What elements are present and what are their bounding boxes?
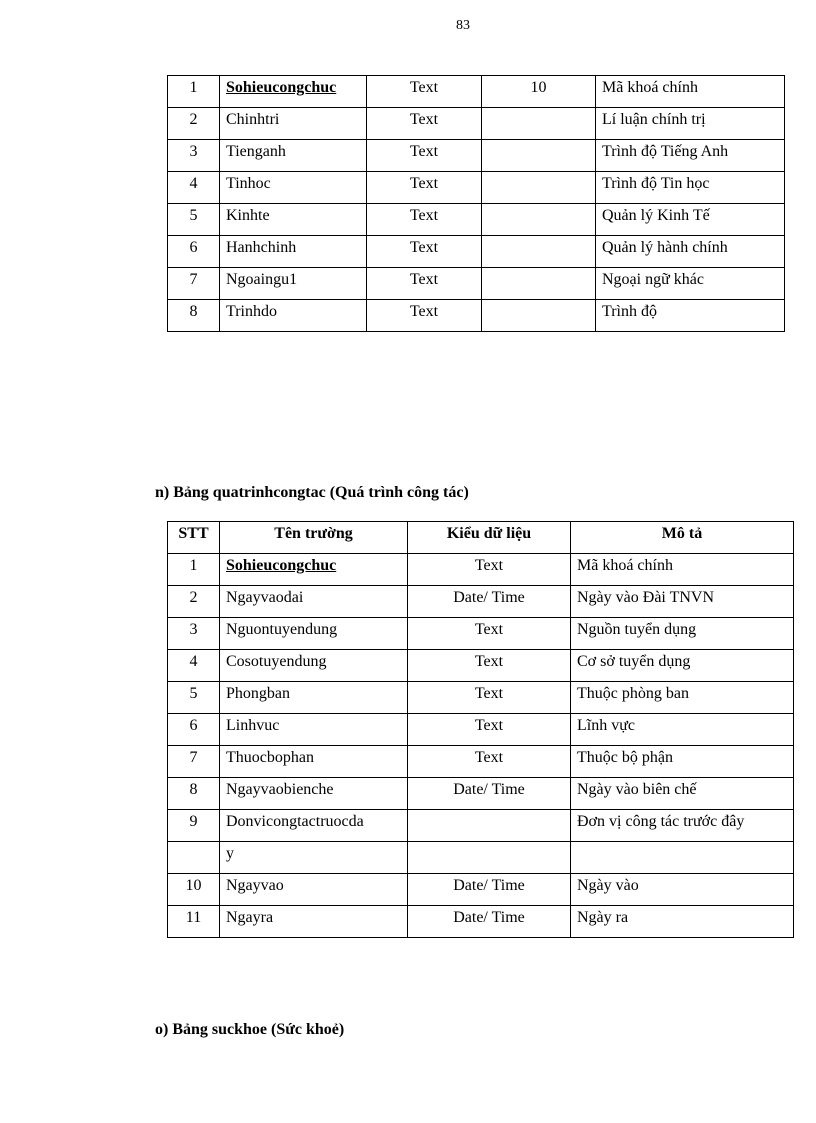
cell-field-name: Tienganh bbox=[220, 140, 367, 172]
cell-size bbox=[482, 108, 596, 140]
table-row bbox=[168, 268, 785, 300]
cell-index: 5 bbox=[168, 682, 220, 714]
cell-index: 5 bbox=[168, 204, 220, 236]
cell-field-name: Phongban bbox=[220, 682, 408, 714]
cell-index: 4 bbox=[168, 650, 220, 682]
table-row bbox=[168, 76, 785, 108]
header-field-name: Tên trường bbox=[220, 522, 408, 554]
section-o-heading: o) Bảng suckhoe (Sức khoẻ) bbox=[155, 1021, 345, 1038]
cell-description: Nguồn tuyển dụng bbox=[571, 618, 794, 650]
cell-index: 8 bbox=[168, 300, 220, 332]
cell-field-name: Hanhchinh bbox=[220, 236, 367, 268]
cell-data-type: Text bbox=[367, 268, 482, 300]
cell-index: 2 bbox=[168, 108, 220, 140]
cell-data-type: Text bbox=[367, 204, 482, 236]
cell-size bbox=[482, 204, 596, 236]
cell-field-name: Sohieucongchuc bbox=[220, 76, 367, 108]
table-row bbox=[168, 140, 785, 172]
cell-data-type bbox=[408, 810, 571, 842]
cell-index: 7 bbox=[168, 268, 220, 300]
table-header-row bbox=[168, 522, 794, 554]
cell-data-type bbox=[408, 842, 571, 874]
cell-index: 7 bbox=[168, 746, 220, 778]
cell-description bbox=[571, 842, 794, 874]
cell-data-type: Date/ Time bbox=[408, 906, 571, 938]
cell-size bbox=[482, 236, 596, 268]
table-row bbox=[168, 586, 794, 618]
cell-field-name: Kinhte bbox=[220, 204, 367, 236]
cell-data-type: Text bbox=[408, 682, 571, 714]
cell-size bbox=[482, 268, 596, 300]
table-row bbox=[168, 778, 794, 810]
cell-data-type: Text bbox=[408, 618, 571, 650]
cell-field-name: Ngayvaodai bbox=[220, 586, 408, 618]
cell-description: Thuộc bộ phận bbox=[571, 746, 794, 778]
table-row bbox=[168, 746, 794, 778]
table-row bbox=[168, 108, 785, 140]
cell-data-type: Text bbox=[408, 746, 571, 778]
table-row bbox=[168, 810, 794, 842]
cell-index: 6 bbox=[168, 236, 220, 268]
header-data-type: Kiểu dữ liệu bbox=[408, 522, 571, 554]
cell-index: 3 bbox=[168, 618, 220, 650]
cell-data-type: Date/ Time bbox=[408, 586, 571, 618]
cell-field-name: Tinhoc bbox=[220, 172, 367, 204]
cell-data-type: Text bbox=[367, 140, 482, 172]
cell-description: Ngoại ngữ khác bbox=[596, 268, 785, 300]
cell-data-type: Text bbox=[367, 236, 482, 268]
cell-index: 3 bbox=[168, 140, 220, 172]
cell-description: Ngày vào bbox=[571, 874, 794, 906]
table-row bbox=[168, 300, 785, 332]
cell-index: 4 bbox=[168, 172, 220, 204]
table-row bbox=[168, 204, 785, 236]
cell-index: 1 bbox=[168, 554, 220, 586]
quatrinhcongtac-table bbox=[167, 521, 794, 938]
page-number: 83 bbox=[456, 18, 470, 33]
header-stt: STT bbox=[168, 522, 220, 554]
cell-field-name: Trinhdo bbox=[220, 300, 367, 332]
cell-description: Quản lý Kinh Tế bbox=[596, 204, 785, 236]
cell-description: Lĩnh vực bbox=[571, 714, 794, 746]
table-row bbox=[168, 874, 794, 906]
cell-field-name: Donvicongtactruocda bbox=[220, 810, 408, 842]
cell-description: Thuộc phòng ban bbox=[571, 682, 794, 714]
cell-field-name: y bbox=[220, 842, 408, 874]
cell-description: Ngày vào Đài TNVN bbox=[571, 586, 794, 618]
cell-index bbox=[168, 842, 220, 874]
cell-description: Trình độ Tin học bbox=[596, 172, 785, 204]
cell-size bbox=[482, 172, 596, 204]
cell-description: Ngày vào biên chế bbox=[571, 778, 794, 810]
table-row bbox=[168, 906, 794, 938]
cell-description: Mã khoá chính bbox=[596, 76, 785, 108]
cell-description: Ngày ra bbox=[571, 906, 794, 938]
cell-field-name: Linhvuc bbox=[220, 714, 408, 746]
cell-index: 6 bbox=[168, 714, 220, 746]
section-n-heading: n) Bảng quatrinhcongtac (Quá trình công tác) bbox=[155, 484, 469, 501]
cell-data-type: Text bbox=[408, 650, 571, 682]
cell-data-type: Date/ Time bbox=[408, 874, 571, 906]
table-row bbox=[168, 842, 794, 874]
cell-data-type: Text bbox=[408, 714, 571, 746]
cell-index: 10 bbox=[168, 874, 220, 906]
fields-table-continued bbox=[167, 75, 785, 332]
table-row bbox=[168, 618, 794, 650]
cell-index: 8 bbox=[168, 778, 220, 810]
cell-index: 2 bbox=[168, 586, 220, 618]
cell-data-type: Text bbox=[367, 172, 482, 204]
cell-description: Lí luận chính trị bbox=[596, 108, 785, 140]
table-row bbox=[168, 236, 785, 268]
cell-description: Đơn vị công tác trước đây bbox=[571, 810, 794, 842]
table-row bbox=[168, 682, 794, 714]
cell-field-name: Sohieucongchuc bbox=[220, 554, 408, 586]
cell-data-type: Text bbox=[367, 300, 482, 332]
cell-field-name: Ngayvaobienche bbox=[220, 778, 408, 810]
cell-size bbox=[482, 140, 596, 172]
cell-field-name: Thuocbophan bbox=[220, 746, 408, 778]
cell-field-name: Cosotuyendung bbox=[220, 650, 408, 682]
cell-size bbox=[482, 300, 596, 332]
table-row bbox=[168, 714, 794, 746]
cell-field-name: Ngoaingu1 bbox=[220, 268, 367, 300]
cell-field-name: Nguontuyendung bbox=[220, 618, 408, 650]
header-description: Mô tả bbox=[571, 522, 794, 554]
table-row bbox=[168, 554, 794, 586]
table-row bbox=[168, 650, 794, 682]
cell-field-name: Chinhtri bbox=[220, 108, 367, 140]
cell-data-type: Text bbox=[408, 554, 571, 586]
cell-data-type: Date/ Time bbox=[408, 778, 571, 810]
cell-index: 11 bbox=[168, 906, 220, 938]
cell-field-name: Ngayvao bbox=[220, 874, 408, 906]
cell-description: Mã khoá chính bbox=[571, 554, 794, 586]
cell-index: 9 bbox=[168, 810, 220, 842]
cell-data-type: Text bbox=[367, 108, 482, 140]
table-row bbox=[168, 172, 785, 204]
cell-data-type: Text bbox=[367, 76, 482, 108]
cell-index: 1 bbox=[168, 76, 220, 108]
cell-description: Cơ sở tuyển dụng bbox=[571, 650, 794, 682]
cell-field-name: Ngayra bbox=[220, 906, 408, 938]
cell-description: Trình độ bbox=[596, 300, 785, 332]
cell-description: Quản lý hành chính bbox=[596, 236, 785, 268]
cell-description: Trình độ Tiếng Anh bbox=[596, 140, 785, 172]
cell-size: 10 bbox=[482, 76, 596, 108]
